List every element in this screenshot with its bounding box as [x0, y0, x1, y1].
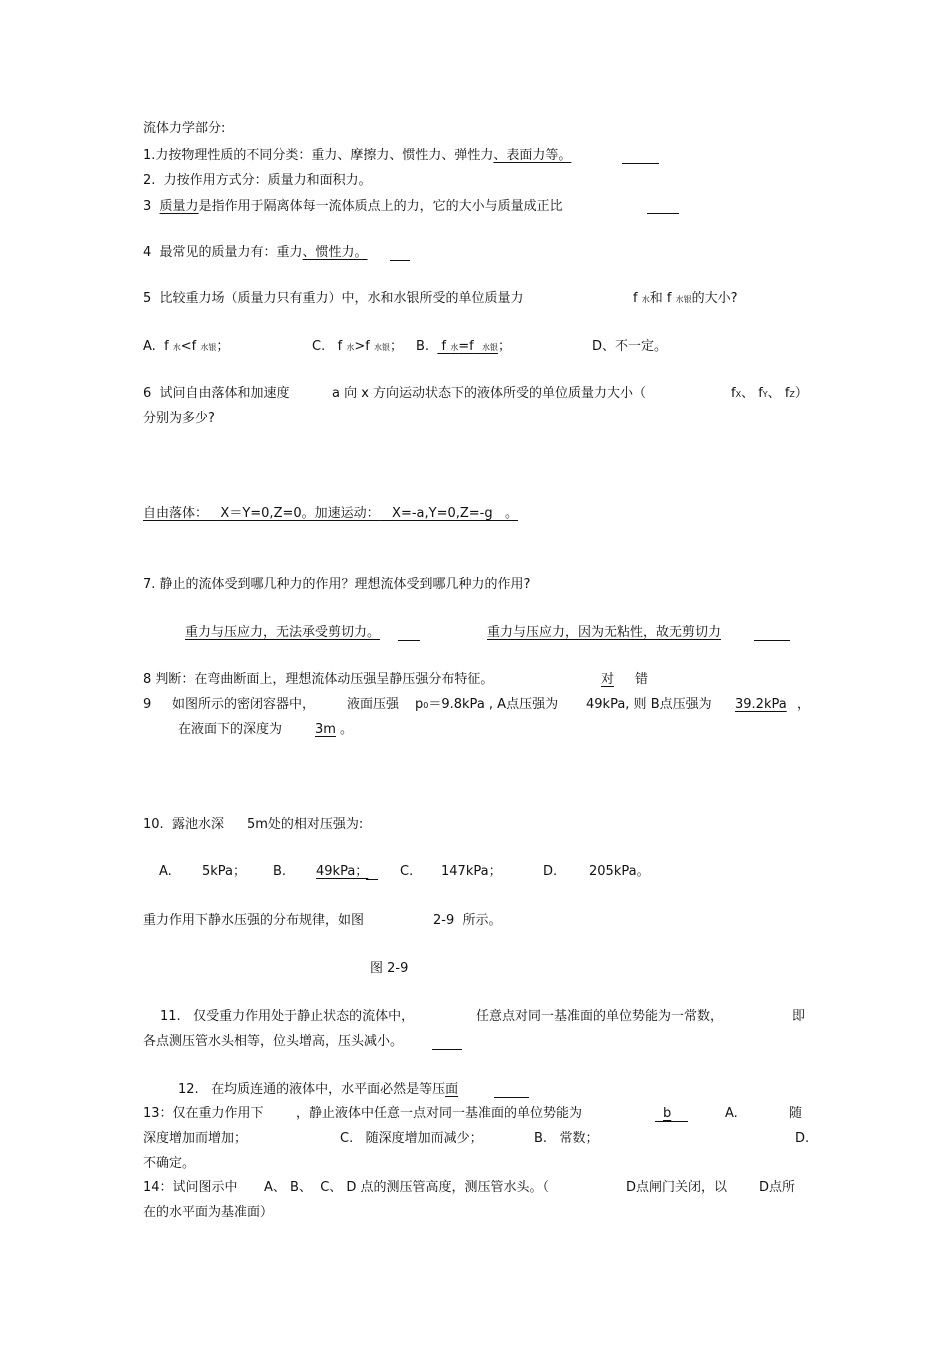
question-3-text: 是指作用于隔离体每一流体质点上的力，它的大小与质量成正比: [198, 199, 563, 214]
question-12-answer: 面: [445, 1082, 459, 1097]
question-6-line1b: a 向 x 方向运动状态下的液体所受的单位质量力大小（: [332, 386, 647, 401]
question-9-text-b: 液面压强: [347, 697, 400, 712]
question-10-stem-b: 5m处的相对压强为:: [247, 817, 364, 832]
answer-blank-line: [655, 1121, 688, 1122]
figure-reference-a: 重力作用下静水压强的分布规律，如图: [143, 913, 365, 928]
question-13-option-a-tail: 随: [789, 1106, 803, 1121]
question-13-b: ，静止液体中任意一点对同一基准面的单位势能为: [296, 1106, 583, 1121]
question-6-line2: 分别为多少?: [143, 411, 215, 426]
question-9-number: 9: [143, 697, 152, 712]
question-14-b: A、 B、 C、 D 点的测压管高度，测压管水头。（: [264, 1180, 550, 1195]
question-7: 7. 静止的流体受到哪几种力的作用？理想流体受到哪几种力的作用?: [143, 577, 531, 592]
question-12: [178, 1082, 458, 1098]
question-2: 2. 力按作用方式分：质量力和面积力。: [143, 173, 372, 188]
answer-blank-line: [754, 640, 790, 641]
figure-caption: 图 2-9: [370, 961, 409, 976]
question-13-answer: b: [663, 1106, 672, 1121]
section-heading: 流体力学部分:: [143, 121, 226, 136]
question-14-line2: 在的水平面为基准面）: [143, 1205, 274, 1220]
question-7-answer-1: 重力与压应力，无法承受剪切力。: [185, 625, 381, 640]
question-9-end: 。: [340, 722, 354, 737]
question-14-d: D点所: [759, 1180, 796, 1195]
answer-blank-line: [366, 879, 378, 880]
question-13-option-d: D.: [795, 1131, 810, 1146]
question-8-correct: 对: [601, 672, 615, 687]
question-14-a: 14：试问图示中: [143, 1180, 238, 1195]
question-13-option-b: B. 常数；: [534, 1131, 599, 1146]
question-11-line2: 各点测压管水头相等，位头增高，压头减小。: [143, 1034, 404, 1049]
question-5-stem: 5 比较重力场（质量力只有重力）中，水和水银所受的单位质量力: [143, 291, 524, 306]
question-10-option-b-label: B.: [273, 864, 287, 879]
question-10-option-b: 49kPa；: [316, 864, 369, 879]
answer-blank-line: [494, 1097, 529, 1098]
question-13-option-a: A.: [725, 1106, 738, 1121]
question-5-stem-tail: f 水和 f 水银的大小?: [633, 291, 738, 306]
figure-reference-b: 2-9 所示。: [433, 913, 502, 928]
question-1-text: 1.力按物理性质的不同分类：重力、摩擦力、惯性力、弹性力: [143, 148, 494, 163]
question-14-c: D点闸门关闭，以: [626, 1180, 728, 1195]
question-6-line1a: 6 试问自由落体和加速度: [143, 386, 290, 401]
option-b: B. f 水=f 水银；: [416, 339, 511, 354]
question-11-b: 任意点对同一基准面的单位势能为一常数，: [476, 1009, 724, 1024]
answer-blank-line: [622, 163, 659, 164]
question-10-option-c-label: C.: [400, 864, 414, 879]
question-6-components: fX、 fY、 fZ）: [731, 386, 808, 401]
question-4: [143, 245, 368, 261]
question-9-comma: ，: [797, 697, 811, 712]
question-12-text: 12. 在均质连通的液体中，水平面必然是等压: [178, 1082, 446, 1097]
question-11-a: 11. 仅受重力作用处于静止状态的流体中，: [160, 1009, 415, 1024]
question-13-a: 13：仅在重力作用下: [143, 1106, 264, 1121]
question-9-text-a: 如图所示的密闭容器中，: [172, 697, 316, 712]
answer-blank-line: [432, 1049, 462, 1050]
question-10-option-a: 5kPa；: [202, 864, 247, 879]
question-10-option-a-label: A.: [159, 864, 172, 879]
option-d: D、不一定。: [592, 339, 668, 354]
answer-blank-line: [647, 213, 679, 214]
question-9-answer-1: 39.2kPa: [735, 697, 787, 712]
question-3-number: 3: [143, 199, 152, 214]
question-6-answer: 自由落体： X＝Y=0,Z=0。加速运动： X=-a,Y=0,Z=-g 。: [143, 506, 519, 521]
question-3-answer: 质量力: [159, 199, 199, 214]
question-10-option-c: 147kPa；: [441, 864, 502, 879]
question-7-answer-2: 重力与压应力，因为无粘性，故无剪切力: [487, 625, 722, 640]
question-9-text-d: 49kPa, 则 B点压强为: [586, 697, 712, 712]
answer-blank-line: [390, 260, 410, 261]
question-8-wrong: 错: [635, 672, 649, 687]
question-13-option-c: C. 随深度增加而减少；: [340, 1131, 483, 1146]
question-1-answer: 、表面力等。: [493, 148, 572, 163]
question-10-stem-a: 10. 露池水深: [143, 817, 224, 832]
question-4-text: 4 最常见的质量力有：重力: [143, 245, 303, 260]
question-10-option-d-label: D.: [543, 864, 558, 879]
option-c: C. f 水>f 水银；: [312, 339, 403, 354]
question-9-pressure: p0＝9.8kPa , A点压强为: [415, 697, 559, 712]
question-10-option-d: 205kPa。: [589, 864, 650, 879]
question-3: [143, 199, 563, 215]
question-8: 8 判断：在弯曲断面上，理想流体动压强呈静压强分布特征。: [143, 672, 494, 687]
question-9-answer-2: 3m: [315, 722, 336, 737]
question-13-line2a: 深度增加而增加；: [143, 1131, 248, 1146]
question-13-line3: 不确定。: [143, 1156, 196, 1171]
question-9-text-e: 在液面下的深度为: [178, 722, 283, 737]
option-a: A. f 水<f 水银；: [143, 339, 230, 354]
question-4-answer: 、惯性力。: [302, 245, 368, 260]
question-1: [143, 148, 571, 164]
answer-blank-line: [398, 640, 420, 641]
question-11-c: 即: [792, 1009, 806, 1024]
